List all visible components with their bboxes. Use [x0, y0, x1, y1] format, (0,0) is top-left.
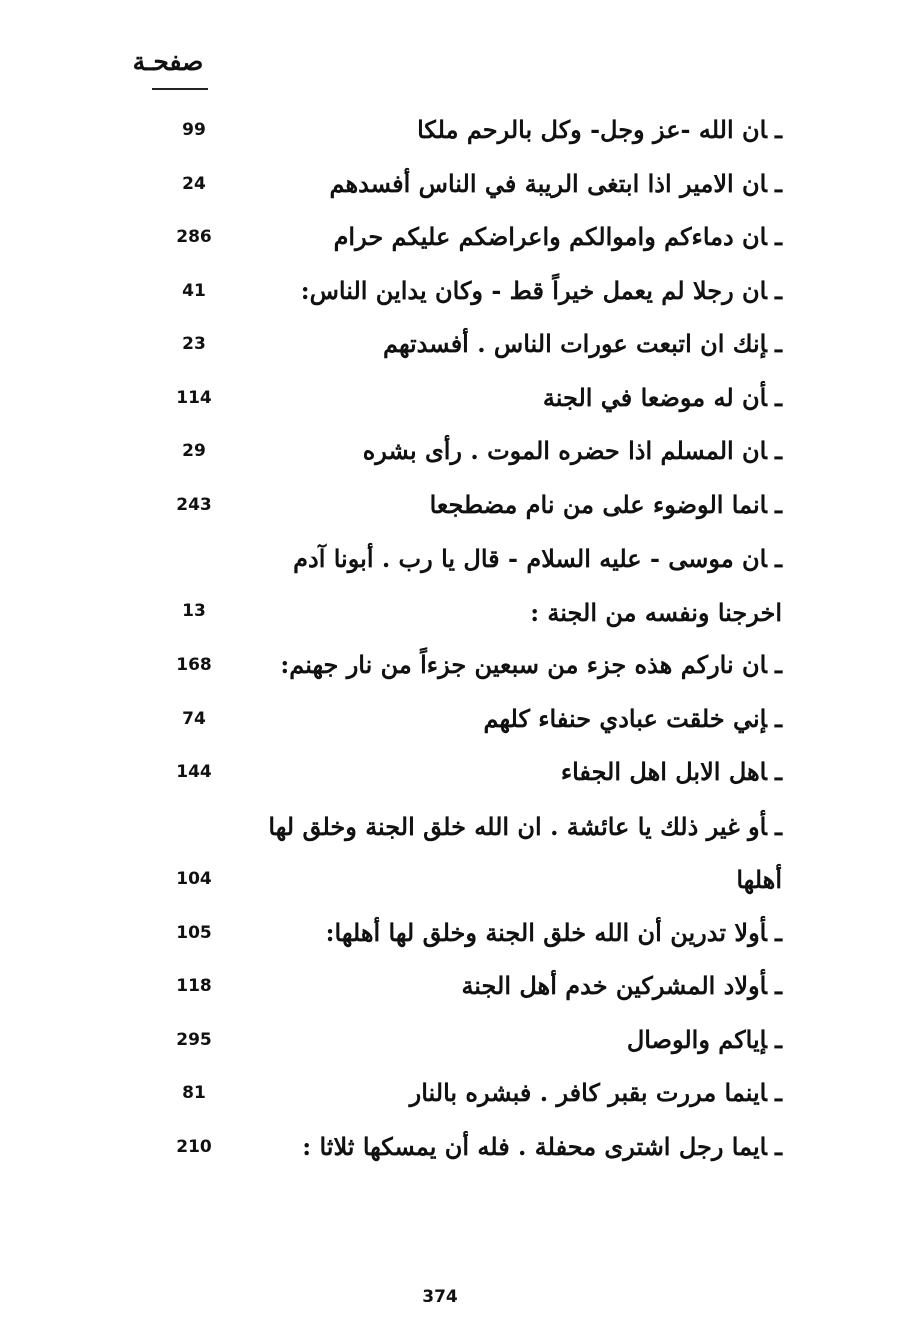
index-entry	[160, 211, 782, 265]
entry-page-number: 81	[182, 1083, 206, 1103]
entry-text: ـأولاد المشركين خدم أهل الجنة	[461, 971, 782, 1000]
index-entry	[160, 1121, 782, 1175]
index-entry	[160, 479, 782, 533]
entry-page-number: 144	[176, 762, 212, 782]
entry-page-number: 99	[182, 120, 206, 140]
entry-text: ـأو غير ذلك يا عائشة . ان الله خلق الجنة وخلق لها أهلها	[268, 811, 782, 894]
index-entry	[160, 318, 782, 372]
entry-text: ـانما الوضوء على من نام مضطجعا	[429, 489, 782, 519]
entry-page-number: 114	[176, 387, 212, 408]
index-entry	[160, 372, 782, 426]
entry-page-number: 24	[182, 173, 206, 194]
entry-text: ـاينما مررت بقبر كافر . فبشره بالنار	[409, 1078, 782, 1107]
index-entry	[160, 265, 782, 319]
entry-text: ـان دماءكم واموالكم واعراضكم عليكم حرام	[333, 222, 782, 251]
entry-page-number: 295	[176, 1029, 212, 1050]
entry-page-number: 23	[182, 334, 206, 354]
index-entry	[160, 693, 782, 747]
index-entry	[160, 104, 782, 158]
entry-text: ـإياكم والوصال	[626, 1024, 782, 1054]
index-entry	[160, 907, 782, 961]
entry-text: ـان رجلا لم يعمل خيراً قط - وكان يداين الناس:	[300, 275, 782, 305]
entry-page-number: 13	[182, 601, 206, 621]
entry-page-number: 210	[176, 1136, 212, 1157]
entry-page-number: 29	[182, 441, 206, 461]
entry-text: ـان المسلم اذا حضره الموت . رأى بشره	[362, 436, 782, 465]
entry-page-number: 105	[176, 922, 212, 943]
header-underline	[152, 88, 208, 90]
entry-text: ـاهل الابل اهل الجفاء	[560, 757, 782, 786]
index-entries-list	[160, 104, 782, 1174]
index-entry	[160, 1014, 782, 1068]
index-entry	[160, 960, 782, 1014]
entry-text: ـان الله -عز وجل- وكل بالرحم ملكا	[417, 115, 782, 144]
entry-page-number: 104	[176, 868, 212, 889]
entry-text: ـان موسى - عليه السلام - قال يا رب . أبونا آدم اخرجنا ونفسه من الجنة :	[293, 544, 782, 627]
page-column-header: صفحـة	[132, 47, 204, 76]
entry-page-number: 243	[176, 494, 212, 515]
index-entry	[160, 746, 782, 800]
entry-page-number: 41	[182, 280, 206, 301]
page-number: 374	[422, 1287, 458, 1307]
entry-page-number: 74	[182, 708, 206, 729]
index-entry	[160, 639, 782, 693]
entry-text: ـأولا تدرين أن الله خلق الجنة وخلق لها أهلها:	[325, 917, 782, 947]
index-entry	[160, 532, 782, 639]
entry-page-number: 118	[176, 976, 212, 996]
entry-text: ـان ناركم هذه جزء من سبعين جزءاً من نار جهنم:	[280, 650, 782, 679]
index-entry	[160, 1067, 782, 1121]
entry-text: ـأن له موضعا في الجنة	[542, 382, 782, 412]
entry-text: ـايما رجل اشترى محفلة . فله أن يمسكها ثلاثا :	[302, 1131, 782, 1161]
entry-text: ـإنك ان اتبعت عورات الناس . أفسدتهم	[382, 329, 782, 358]
entry-text: ـإني خلقت عبادي حنفاء كلهم	[483, 703, 782, 733]
index-entry	[160, 425, 782, 479]
index-entry	[160, 800, 782, 907]
index-entry	[160, 158, 782, 212]
entry-page-number: 286	[176, 227, 212, 247]
entry-page-number: 168	[176, 655, 212, 675]
entry-text: ـان الامير اذا ابتغى الريبة في الناس أفسدهم	[329, 168, 782, 198]
